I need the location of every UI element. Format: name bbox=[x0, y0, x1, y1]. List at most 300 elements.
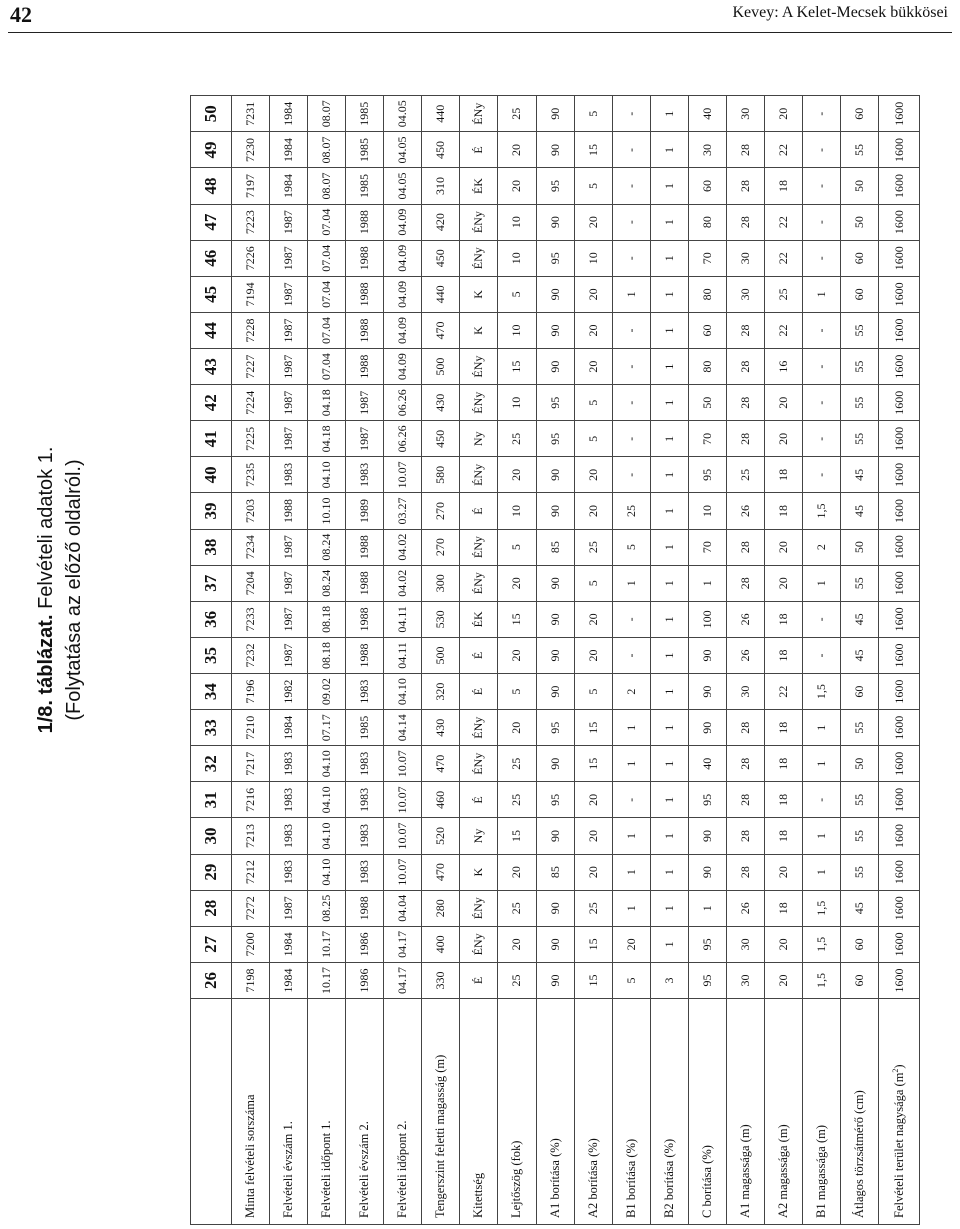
table-cell: 1987 bbox=[346, 421, 384, 457]
table-cell: 15 bbox=[574, 132, 612, 168]
table-cell: 04.05 bbox=[384, 168, 422, 204]
table-cell: 08.07 bbox=[308, 132, 346, 168]
table-cell: 1600 bbox=[879, 674, 920, 710]
table-cell: 1 bbox=[650, 168, 688, 204]
table-cell: 440 bbox=[422, 276, 460, 312]
table-cell: 330 bbox=[422, 962, 460, 998]
table-cell: 20 bbox=[764, 421, 802, 457]
table-cell: 90 bbox=[536, 276, 574, 312]
table-cell: 15 bbox=[574, 710, 612, 746]
table-cell: 1 bbox=[650, 421, 688, 457]
table-row bbox=[688, 96, 726, 1225]
table-cell: 20 bbox=[574, 276, 612, 312]
table-cell: - bbox=[802, 132, 840, 168]
row-label-text: Tengerszint feletti magasság (m) bbox=[433, 1054, 448, 1218]
table-cell: 1 bbox=[650, 349, 688, 385]
table-cell: 04.05 bbox=[384, 96, 422, 132]
table-cell: 1600 bbox=[879, 890, 920, 926]
table-cell: 270 bbox=[422, 529, 460, 565]
table-cell: 1600 bbox=[879, 385, 920, 421]
table-cell: 1600 bbox=[879, 529, 920, 565]
table-cell: 04.05 bbox=[384, 132, 422, 168]
table-cell: 1600 bbox=[879, 493, 920, 529]
table-cell: 7198 bbox=[232, 962, 270, 998]
table-cell: 1 bbox=[650, 782, 688, 818]
table-cell: 60 bbox=[688, 312, 726, 348]
table-cell: 7227 bbox=[232, 349, 270, 385]
table-cell: 90 bbox=[536, 132, 574, 168]
table-cell: 90 bbox=[688, 637, 726, 673]
table-cell: 7213 bbox=[232, 818, 270, 854]
table-cell: 04.10 bbox=[308, 457, 346, 493]
column-header: 29 bbox=[191, 854, 232, 890]
column-header: 44 bbox=[191, 312, 232, 348]
table-cell: 1983 bbox=[270, 457, 308, 493]
table-cell: 26 bbox=[726, 601, 764, 637]
row-label-text: Felvételi időpont 1. bbox=[319, 1120, 334, 1218]
table-cell: - bbox=[612, 96, 650, 132]
table-cell: 04.10 bbox=[384, 674, 422, 710]
table-cell: 55 bbox=[841, 710, 879, 746]
table-cell: É bbox=[460, 782, 498, 818]
data-table bbox=[190, 95, 920, 1225]
table-cell: 30 bbox=[688, 132, 726, 168]
table-cell: - bbox=[612, 132, 650, 168]
table-cell: 15 bbox=[498, 818, 536, 854]
table-cell: 1988 bbox=[346, 204, 384, 240]
table-cell: 85 bbox=[536, 529, 574, 565]
column-header: 42 bbox=[191, 385, 232, 421]
table-cell: 20 bbox=[764, 529, 802, 565]
table-cell: 5 bbox=[574, 421, 612, 457]
table-cell: 55 bbox=[841, 312, 879, 348]
table-cell: 25 bbox=[498, 421, 536, 457]
table-cell: 20 bbox=[574, 854, 612, 890]
table-cell: - bbox=[612, 457, 650, 493]
table-cell: 1983 bbox=[270, 782, 308, 818]
table-cell: 1 bbox=[612, 890, 650, 926]
column-header: 50 bbox=[191, 96, 232, 132]
table-cell: 5 bbox=[612, 529, 650, 565]
table-row bbox=[498, 96, 536, 1225]
table-cell: 7223 bbox=[232, 204, 270, 240]
column-header: 33 bbox=[191, 710, 232, 746]
table-cell: 45 bbox=[841, 637, 879, 673]
table-cell: ÉNy bbox=[460, 204, 498, 240]
table-cell: 1987 bbox=[270, 421, 308, 457]
table-row bbox=[308, 96, 346, 1225]
caption-label: 1/8. táblázat. bbox=[35, 614, 57, 734]
table-cell: 90 bbox=[688, 854, 726, 890]
table-cell: 90 bbox=[536, 349, 574, 385]
table-cell: 55 bbox=[841, 782, 879, 818]
table-cell: 1600 bbox=[879, 312, 920, 348]
table-row bbox=[460, 96, 498, 1225]
table-cell: 04.09 bbox=[384, 349, 422, 385]
table-cell: 30 bbox=[726, 674, 764, 710]
table-cell: 25 bbox=[574, 890, 612, 926]
table-cell: 04.04 bbox=[384, 890, 422, 926]
table-cell: 25 bbox=[498, 962, 536, 998]
table-cell: 2 bbox=[802, 529, 840, 565]
table-cell: 1600 bbox=[879, 168, 920, 204]
table-cell: 28 bbox=[726, 421, 764, 457]
table-cell: 06.26 bbox=[384, 385, 422, 421]
table-cell: 04.17 bbox=[384, 926, 422, 962]
table-cell: 90 bbox=[688, 674, 726, 710]
table-cell: - bbox=[612, 385, 650, 421]
table-cell: 7200 bbox=[232, 926, 270, 962]
table-cell: 1 bbox=[650, 240, 688, 276]
table-cell: 90 bbox=[536, 457, 574, 493]
table-cell: - bbox=[802, 312, 840, 348]
table-cell: 1 bbox=[688, 890, 726, 926]
table-cell: 1983 bbox=[270, 854, 308, 890]
table-cell: 28 bbox=[726, 854, 764, 890]
table-cell: 430 bbox=[422, 710, 460, 746]
column-header: 37 bbox=[191, 565, 232, 601]
table-cell: 08.25 bbox=[308, 890, 346, 926]
column-header: 41 bbox=[191, 421, 232, 457]
table-cell: 1987 bbox=[270, 240, 308, 276]
row-label-text: Kitettség bbox=[471, 1172, 486, 1218]
table-cell: 45 bbox=[841, 493, 879, 529]
table-cell: 1987 bbox=[270, 276, 308, 312]
running-head: Kevey: A Kelet-Mecsek bükkösei bbox=[732, 4, 948, 21]
table-cell: 07.04 bbox=[308, 240, 346, 276]
table-corner-cell bbox=[191, 999, 232, 1225]
table-cell: 1 bbox=[802, 746, 840, 782]
table-cell: 08.07 bbox=[308, 96, 346, 132]
table-cell: 10.10 bbox=[308, 493, 346, 529]
table-cell: 60 bbox=[841, 674, 879, 710]
table-cell: 04.09 bbox=[384, 204, 422, 240]
table-cell: 95 bbox=[536, 168, 574, 204]
table-cell: 90 bbox=[688, 818, 726, 854]
table-cell: 04.10 bbox=[308, 818, 346, 854]
table-cell: 20 bbox=[574, 457, 612, 493]
row-label bbox=[460, 999, 498, 1225]
table-cell: - bbox=[802, 421, 840, 457]
table-cell: 1984 bbox=[270, 962, 308, 998]
table-cell: 1,5 bbox=[802, 890, 840, 926]
table-cell: 1 bbox=[802, 818, 840, 854]
table-cell: 530 bbox=[422, 601, 460, 637]
table-cell: 16 bbox=[764, 349, 802, 385]
table-cell: 07.04 bbox=[308, 349, 346, 385]
page-number: 42 bbox=[10, 2, 32, 27]
header-rule bbox=[8, 32, 952, 33]
table-cell: 07.04 bbox=[308, 276, 346, 312]
row-label bbox=[346, 999, 384, 1225]
column-header: 38 bbox=[191, 529, 232, 565]
table-cell: 04.11 bbox=[384, 637, 422, 673]
table-cell: 1 bbox=[650, 457, 688, 493]
row-label-text: Átlagos törzsátmérő (cm) bbox=[852, 1090, 867, 1218]
table-cell: 50 bbox=[841, 204, 879, 240]
table-cell: 20 bbox=[498, 132, 536, 168]
table-cell: 470 bbox=[422, 312, 460, 348]
table-cell: 10.17 bbox=[308, 926, 346, 962]
table-cell: 1988 bbox=[346, 276, 384, 312]
table-cell: 20 bbox=[498, 637, 536, 673]
row-label bbox=[498, 999, 536, 1225]
table-cell: 5 bbox=[498, 276, 536, 312]
column-header: 49 bbox=[191, 132, 232, 168]
row-label-text: Lejtőszög (fok) bbox=[509, 1140, 524, 1218]
table-cell: 95 bbox=[688, 962, 726, 998]
table-cell: 45 bbox=[841, 601, 879, 637]
table-cell: 310 bbox=[422, 168, 460, 204]
table-cell: 10 bbox=[498, 204, 536, 240]
table-cell: 08.18 bbox=[308, 601, 346, 637]
table-cell: 7216 bbox=[232, 782, 270, 818]
table-cell: 7272 bbox=[232, 890, 270, 926]
table-cell: 20 bbox=[764, 385, 802, 421]
table-cell: 1 bbox=[612, 276, 650, 312]
table-cell: 1983 bbox=[346, 782, 384, 818]
table-cell: - bbox=[802, 349, 840, 385]
table-cell: 85 bbox=[536, 854, 574, 890]
table-row bbox=[384, 96, 422, 1225]
row-label bbox=[688, 999, 726, 1225]
row-label-text: Minta felvételi sorszáma bbox=[243, 1094, 258, 1218]
table-cell: 10 bbox=[498, 385, 536, 421]
table-cell: 1 bbox=[650, 601, 688, 637]
table-cell: 1 bbox=[650, 204, 688, 240]
row-label bbox=[308, 999, 346, 1225]
table-cell: 07.04 bbox=[308, 312, 346, 348]
column-header: 32 bbox=[191, 746, 232, 782]
table-cell: 95 bbox=[536, 240, 574, 276]
table-cell: 80 bbox=[688, 276, 726, 312]
table-cell: 1 bbox=[650, 312, 688, 348]
table-cell: ÉK bbox=[460, 168, 498, 204]
table-cell: 55 bbox=[841, 385, 879, 421]
table-cell: 5 bbox=[612, 962, 650, 998]
table-cell: - bbox=[802, 782, 840, 818]
table-cell: Ny bbox=[460, 818, 498, 854]
table-cell: 1982 bbox=[270, 674, 308, 710]
table-cell: - bbox=[802, 240, 840, 276]
table-cell: - bbox=[612, 349, 650, 385]
table-cell: 04.09 bbox=[384, 312, 422, 348]
table-cell: 08.24 bbox=[308, 529, 346, 565]
table-cell: 1987 bbox=[270, 349, 308, 385]
table-cell: ÉNy bbox=[460, 349, 498, 385]
table-cell: 22 bbox=[764, 312, 802, 348]
table-cell: 1987 bbox=[270, 385, 308, 421]
table-cell: 1983 bbox=[346, 854, 384, 890]
table-cell: 90 bbox=[536, 601, 574, 637]
table-cell: 80 bbox=[688, 204, 726, 240]
table-cell: 7228 bbox=[232, 312, 270, 348]
table-cell: - bbox=[612, 421, 650, 457]
table-cell: 1987 bbox=[270, 637, 308, 673]
table-cell: 1988 bbox=[346, 312, 384, 348]
table-cell: 1984 bbox=[270, 926, 308, 962]
table-cell: 1600 bbox=[879, 421, 920, 457]
table-cell: 25 bbox=[498, 746, 536, 782]
table-cell: 1,5 bbox=[802, 926, 840, 962]
table-cell: 1600 bbox=[879, 746, 920, 782]
table-cell: 1985 bbox=[346, 132, 384, 168]
table-cell: 1600 bbox=[879, 457, 920, 493]
table-row bbox=[802, 96, 840, 1225]
table-cell: 90 bbox=[536, 565, 574, 601]
table-cell: 28 bbox=[726, 349, 764, 385]
table-cell: 08.24 bbox=[308, 565, 346, 601]
table-cell: 08.07 bbox=[308, 168, 346, 204]
column-header: 30 bbox=[191, 818, 232, 854]
table-cell: 70 bbox=[688, 529, 726, 565]
table-cell: 500 bbox=[422, 637, 460, 673]
table-cell: 90 bbox=[536, 96, 574, 132]
table-cell: 7224 bbox=[232, 385, 270, 421]
table-cell: 1987 bbox=[270, 529, 308, 565]
table-cell: 1988 bbox=[346, 349, 384, 385]
table-cell: 580 bbox=[422, 457, 460, 493]
table-cell: 28 bbox=[726, 385, 764, 421]
table-cell: 1 bbox=[802, 276, 840, 312]
table-cell: 1984 bbox=[270, 710, 308, 746]
table-cell: 7231 bbox=[232, 96, 270, 132]
table-cell: 10.07 bbox=[384, 782, 422, 818]
table-cell: 15 bbox=[574, 926, 612, 962]
table-cell: 1 bbox=[650, 493, 688, 529]
table-cell: ÉNy bbox=[460, 385, 498, 421]
table-cell: 55 bbox=[841, 132, 879, 168]
table-cell: 470 bbox=[422, 746, 460, 782]
table-cell: É bbox=[460, 674, 498, 710]
table-cell: 50 bbox=[841, 746, 879, 782]
table-cell: - bbox=[612, 782, 650, 818]
row-label-text: A2 borítása (%) bbox=[585, 1138, 600, 1218]
table-cell: 20 bbox=[574, 782, 612, 818]
table-cell: 25 bbox=[612, 493, 650, 529]
table-cell: 1 bbox=[612, 710, 650, 746]
table-cell: 1 bbox=[650, 637, 688, 673]
table-cell: 90 bbox=[688, 710, 726, 746]
column-header: 31 bbox=[191, 782, 232, 818]
table-cell: 04.09 bbox=[384, 240, 422, 276]
table-cell: ÉNy bbox=[460, 529, 498, 565]
table-cell: 1988 bbox=[346, 601, 384, 637]
table-cell: 7217 bbox=[232, 746, 270, 782]
row-label bbox=[270, 999, 308, 1225]
table-cell: 26 bbox=[726, 637, 764, 673]
table-cell: 28 bbox=[726, 782, 764, 818]
table-cell: K bbox=[460, 854, 498, 890]
table-cell: 5 bbox=[574, 385, 612, 421]
table-cell: 70 bbox=[688, 240, 726, 276]
table-cell: 20 bbox=[574, 312, 612, 348]
table-cell: ÉNy bbox=[460, 565, 498, 601]
table-cell: 5 bbox=[498, 529, 536, 565]
table-cell: 450 bbox=[422, 132, 460, 168]
table-cell: 20 bbox=[574, 818, 612, 854]
row-label bbox=[879, 999, 920, 1225]
table-cell: 30 bbox=[726, 962, 764, 998]
table-cell: 40 bbox=[688, 96, 726, 132]
table-cell: 10 bbox=[574, 240, 612, 276]
table-cell: 1988 bbox=[346, 637, 384, 673]
table-cell: 28 bbox=[726, 204, 764, 240]
row-label bbox=[422, 999, 460, 1225]
table-body bbox=[232, 96, 920, 1225]
row-label-text: A1 borítása (%) bbox=[547, 1138, 562, 1218]
column-header: 34 bbox=[191, 674, 232, 710]
column-header: 36 bbox=[191, 601, 232, 637]
table-cell: 95 bbox=[688, 926, 726, 962]
table-cell: 1 bbox=[688, 565, 726, 601]
table-cell: 1600 bbox=[879, 565, 920, 601]
table-cell: - bbox=[612, 312, 650, 348]
caption-line-1 bbox=[32, 447, 60, 734]
table-cell: 1986 bbox=[346, 962, 384, 998]
table-cell: - bbox=[612, 240, 650, 276]
caption-title: Felvételi adatok 1. bbox=[35, 446, 57, 609]
table-cell: 7203 bbox=[232, 493, 270, 529]
table-cell: 60 bbox=[841, 962, 879, 998]
table-cell: 04.10 bbox=[308, 854, 346, 890]
table-cell: 1987 bbox=[270, 565, 308, 601]
table-cell: 1983 bbox=[346, 674, 384, 710]
row-label-text: B1 borítása (%) bbox=[623, 1138, 638, 1218]
row-label bbox=[802, 999, 840, 1225]
table-cell: 1 bbox=[612, 565, 650, 601]
table-cell: 04.17 bbox=[384, 962, 422, 998]
table-cell: 04.10 bbox=[308, 746, 346, 782]
table-cell: 30 bbox=[726, 240, 764, 276]
table-cell: 60 bbox=[841, 96, 879, 132]
table-cell: 28 bbox=[726, 312, 764, 348]
column-header: 47 bbox=[191, 204, 232, 240]
table-row bbox=[232, 96, 270, 1225]
table-cell: 25 bbox=[498, 890, 536, 926]
table-cell: 26 bbox=[726, 493, 764, 529]
table-cell: 45 bbox=[841, 457, 879, 493]
table-cell: 1600 bbox=[879, 782, 920, 818]
caption-subtitle: (Folytatása az előző oldalról.) bbox=[63, 459, 85, 721]
table-cell: 300 bbox=[422, 565, 460, 601]
table-header-row bbox=[191, 96, 232, 1225]
table-cell: 1 bbox=[650, 890, 688, 926]
table-cell: 90 bbox=[536, 746, 574, 782]
table-cell: 95 bbox=[536, 710, 574, 746]
table-cell: 20 bbox=[574, 601, 612, 637]
column-header: 46 bbox=[191, 240, 232, 276]
table-cell: 460 bbox=[422, 782, 460, 818]
table-cell: 20 bbox=[498, 457, 536, 493]
table-cell: 430 bbox=[422, 385, 460, 421]
table-cell: 28 bbox=[726, 168, 764, 204]
table-cell: ÉNy bbox=[460, 890, 498, 926]
table-cell: 1600 bbox=[879, 926, 920, 962]
row-label-text: Felvételi évszám 1. bbox=[281, 1121, 296, 1218]
table-cell: 1 bbox=[650, 529, 688, 565]
column-header: 40 bbox=[191, 457, 232, 493]
table-cell: 20 bbox=[764, 96, 802, 132]
table-cell: 280 bbox=[422, 890, 460, 926]
table-cell: - bbox=[802, 96, 840, 132]
table-cell: 20 bbox=[498, 854, 536, 890]
table-cell: 95 bbox=[688, 782, 726, 818]
table-cell: 25 bbox=[574, 529, 612, 565]
table-cell: 15 bbox=[498, 601, 536, 637]
table-cell: 10.17 bbox=[308, 962, 346, 998]
table-cell: 1988 bbox=[346, 529, 384, 565]
